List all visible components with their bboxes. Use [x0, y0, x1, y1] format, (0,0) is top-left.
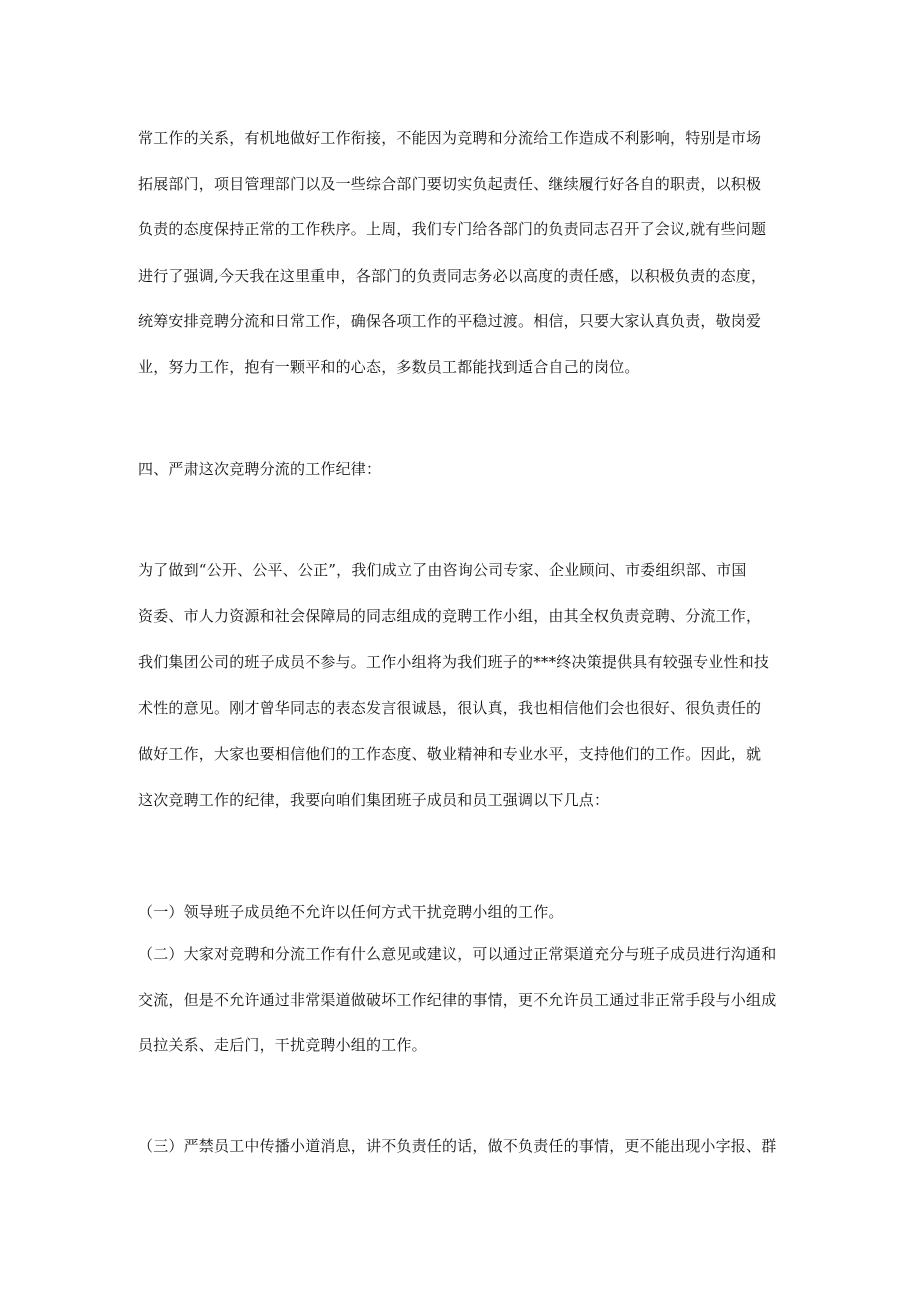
paragraph-1-line-4: 进行了强调,今天我在这里重申，各部门的负责同志务必以高度的责任感，以积极负责的态度，: [138, 267, 767, 285]
paragraph-2-line-4: 术性的意见。刚才曾华同志的表态发言很诚恳，很认真，我也相信他们会也很好、很负责任的: [138, 699, 762, 717]
list-item-2-line-3: 员拉关系、走后门，干扰竞聘小组的工作。: [138, 1036, 427, 1054]
paragraph-2-line-6: 这次竞聘工作的纪律，我要向咱们集团班子成员和员工强调以下几点：: [138, 791, 610, 809]
section-heading: 四、严肃这次竞聘分流的工作纪律：: [138, 460, 382, 478]
list-item-2-line-1: （二）大家对竞聘和分流工作有什么意见或建议，可以通过正常渠道充分与班子成员进行沟通和: [138, 945, 777, 963]
list-item-1: （一）领导班子成员绝不允许以任何方式干扰竞聘小组的工作。: [138, 903, 564, 921]
paragraph-1-line-1: 常工作的关系，有机地做好工作衔接，不能因为竞聘和分流给工作造成不利影响，特别是市场: [138, 129, 762, 147]
paragraph-1-line-5: 统筹安排竞聘分流和日常工作，确保各项工作的平稳过渡。相信，只要大家认真负责，敬岗爱: [138, 312, 762, 330]
paragraph-1-line-3: 负责的态度保持正常的工作秩序。上周，我们专门给各部门的负责同志召开了会议,就有些问题: [138, 220, 767, 238]
list-item-3-line-1: （三）严禁员工中传播小道消息，讲不负责任的话，做不负责任的事情，更不能出现小字报、群: [138, 1137, 777, 1155]
paragraph-2-line-2: 资委、市人力资源和社会保障局的同志组成的竞聘工作小组，由其全权负责竞聘、分流工作，: [138, 607, 762, 625]
list-item-2-line-2: 交流，但是不允许通过非常渠道做破坏工作纪律的事情，更不允许员工通过非正常手段与小组成: [138, 991, 777, 1009]
paragraph-2-line-1: 为了做到“公开、公平、公正”，我们成立了由咨询公司专家、企业顾问、市委组织部、市国: [138, 561, 747, 579]
paragraph-1-line-2: 拓展部门，项目管理部门以及一些综合部门要切实负起责任、继续履行好各自的职责，以积极: [138, 175, 762, 193]
paragraph-1-line-6: 业，努力工作，抱有一颗平和的心态，多数员工都能找到适合自己的岗位。: [138, 358, 640, 376]
paragraph-2-line-5: 做好工作，大家也要相信他们的工作态度、敬业精神和专业水平，支持他们的工作。因此，就: [138, 745, 762, 763]
paragraph-2-line-3: 我们集团公司的班子成员不参与。工作小组将为我们班子的***终决策提供具有较强专业性和技: [138, 653, 770, 671]
